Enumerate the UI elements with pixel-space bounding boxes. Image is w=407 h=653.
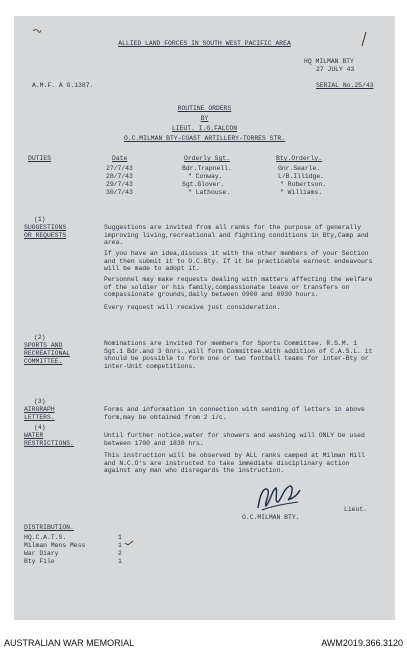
distribution-item: War Diary — [24, 550, 59, 557]
duty-date: 27/7/43 — [106, 165, 133, 172]
header-serial: SERIAL No.25/43 — [316, 82, 374, 89]
duty-date: 30/7/43 — [106, 189, 133, 196]
section-paragraph: Personnel may make requests dealing with matters affecting the welfare of the soldier or his family,compassionate leave or transfers on compassionate grounds,daily between 0900 and 0930 hours. — [104, 276, 373, 299]
signature-rank: Lieut. — [344, 506, 368, 513]
signature-role: O.C.MILMAN BTY. — [242, 514, 300, 521]
duty-bty: L/B.Illidge. — [278, 173, 325, 180]
section-label: SUGGESTIONS — [24, 224, 67, 231]
section-number: (2) — [34, 334, 46, 341]
duty-sgt: " Conway. — [188, 173, 223, 180]
section-label: SPORTS AND — [24, 342, 63, 349]
section-label: WATER — [24, 432, 44, 439]
distribution-count: 1 — [118, 534, 122, 541]
duties-label: DUTIES — [28, 155, 52, 162]
section-number: (4) — [34, 424, 46, 431]
section-number: (3) — [34, 398, 46, 405]
section-paragraph: Until further notice,water for showers and washing will ONLY be used between 1700 and 1830 hrs. — [104, 432, 365, 447]
section-label: RECREATIONAL — [24, 350, 71, 357]
section-label: RESTRICTIONS. — [24, 440, 74, 447]
section-label: LETTERS. — [24, 414, 55, 421]
handwritten-signature — [254, 480, 304, 514]
section-paragraph: Forms and information in connection with sending of letters in above form,may be obtained from 2 i/c. — [104, 406, 365, 421]
section-paragraph: Suggestions are invited from all ranks for the purpose of generally improving living,recreational and fighting conditions in Bty,Camp and area. — [104, 224, 369, 247]
duty-sgt: Sgt.Glover. — [182, 181, 225, 188]
duty-date: 28/7/43 — [106, 173, 133, 180]
header-date: 27 JULY 43 — [316, 66, 355, 73]
distribution-count: 1 — [118, 558, 122, 565]
distribution-item: Bty File — [24, 558, 55, 565]
header-reference: A.M.F. A G.1387. — [32, 82, 94, 89]
section-label: AIRGRAPH — [24, 406, 55, 413]
section-label: COMMITTEE. — [24, 358, 63, 365]
duty-bty: " Williams. — [280, 189, 323, 196]
section-paragraph: Nominations are invited for members for Sports Committee. R.S.M. 1 Sgt.1 Bdr.and 3 Gnrs.,will form Committee.With addition of C.A.S.L. it should be possible to form one or two football teams for inter-Bty or inter-Unit competitions. — [104, 340, 373, 370]
distribution-item: Milman Mens Mess — [24, 542, 86, 549]
archive-footer — [0, 628, 407, 653]
duty-sgt: Bdr.Trapnell. — [182, 165, 232, 172]
distribution-count: 2 — [118, 550, 122, 557]
duty-date: 29/7/43 — [106, 181, 133, 188]
duty-bty: " Robertson. — [280, 181, 327, 188]
orders-officer: LIEUT. I.G.FALCON — [171, 125, 238, 132]
document-heading: ALLIED LAND FORCES IN SOUTH WEST PACIFIC AREA — [118, 40, 291, 47]
header-unit: HQ MILMAN BTY — [304, 58, 354, 65]
duties-col-date: Date — [112, 155, 128, 162]
duty-sgt: " Lathouse. — [188, 189, 231, 196]
section-paragraph: Every request will receive just consideration. — [104, 304, 281, 311]
orders-by: BY — [200, 115, 209, 122]
duties-col-bty: Bty.Orderly. — [276, 155, 323, 162]
duties-col-sgt: Orderly Sgt. — [184, 155, 231, 162]
section-number: (1) — [34, 216, 46, 223]
footer-source: AUSTRALIAN WAR MEMORIAL — [4, 638, 135, 648]
document-page — [14, 16, 395, 620]
section-label: OR REQUESTS — [24, 232, 67, 239]
tick-mark-icon — [124, 540, 134, 546]
section-paragraph: This instruction will be observed by ALL ranks camped at Milman Hill and N.C.O's are instructed to take immediate disciplinary action against any man who disregards the instruction. — [104, 452, 365, 475]
orders-command: O.C.MILMAN BTY-COAST ARTILLERY-TORRES STR. — [123, 135, 286, 142]
distribution-item: HQ.C.A.T.S. — [24, 534, 67, 541]
duty-bty: Gnr.Searle. — [278, 165, 321, 172]
footer-accession-number: AWM2019.366.3120 — [321, 638, 403, 648]
distribution-label: DISTRIBUTION. — [24, 524, 74, 531]
orders-title: ROUTINE ORDERS — [177, 105, 232, 112]
distribution-count: 1 — [118, 542, 122, 549]
punch-mark-icon — [32, 28, 42, 34]
section-paragraph: If you have an idea,discuss it with the other members of your Section and then submit it to O.C.Bty. If it be practicable earnest endeavours will be made to adopt it. — [104, 250, 373, 273]
